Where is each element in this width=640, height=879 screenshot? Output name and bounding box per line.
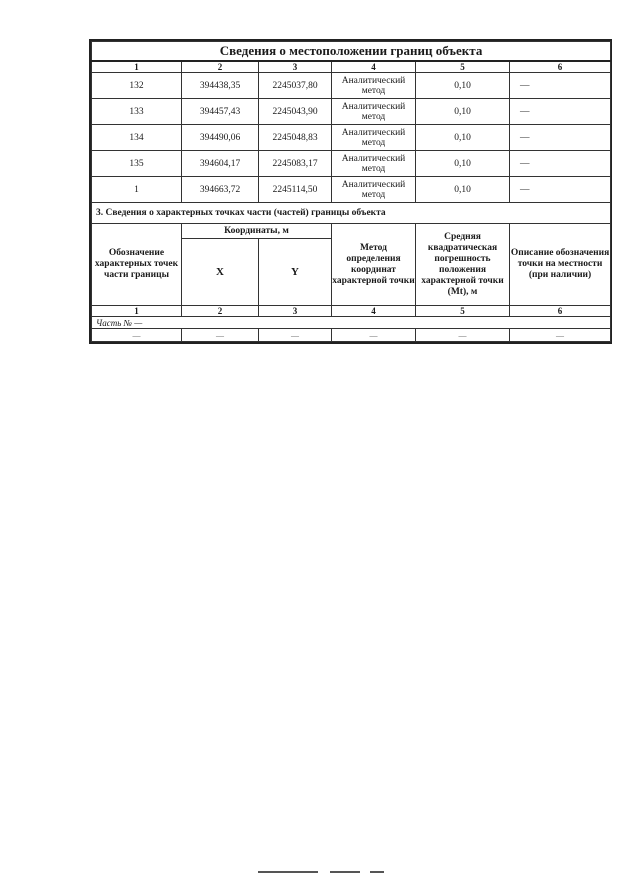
column-number: 4: [332, 61, 416, 73]
column-number: 1: [92, 61, 182, 73]
error: 0,10: [416, 177, 510, 203]
description: —: [510, 151, 611, 177]
column-number: 4: [332, 306, 416, 317]
section-heading: 3. Сведения о характерных точках части (частей) границы объекта: [92, 203, 611, 224]
empty-cell: —: [416, 329, 510, 342]
coord-y: 2245114,50: [259, 177, 332, 203]
boundary-table: [91, 41, 611, 342]
page-title: Сведения о местоположении границ объекта: [92, 42, 611, 62]
point-number: 1: [92, 177, 182, 203]
coord-x: 394490,06: [182, 125, 259, 151]
coord-x: 394438,35: [182, 73, 259, 99]
method: Аналитический метод: [332, 151, 416, 177]
header-coordinates: Координаты, м: [182, 224, 332, 239]
scan-noise: [0, 868, 640, 879]
description: —: [510, 99, 611, 125]
coord-y: 2245043,90: [259, 99, 332, 125]
error: 0,10: [416, 151, 510, 177]
description: —: [510, 125, 611, 151]
table-row: [92, 177, 611, 203]
header-method: Метод определения координат характерной точки: [332, 224, 416, 306]
empty-cell: —: [259, 329, 332, 342]
column-number: 6: [510, 61, 611, 73]
empty-cell: —: [332, 329, 416, 342]
table-row: [92, 99, 611, 125]
header-error: Средняя квадратическая погрешность положения характерной точки (Mt), м: [416, 224, 510, 306]
method: Аналитический метод: [332, 177, 416, 203]
empty-cell: —: [92, 329, 182, 342]
coord-y: 2245048,83: [259, 125, 332, 151]
coord-x: 394457,43: [182, 99, 259, 125]
column-number-row: [92, 306, 611, 317]
header-x: X: [182, 239, 259, 306]
description: —: [510, 73, 611, 99]
column-number: 3: [259, 306, 332, 317]
empty-cell: —: [510, 329, 611, 342]
coord-y: 2245083,17: [259, 151, 332, 177]
point-number: 135: [92, 151, 182, 177]
table-row: [92, 151, 611, 177]
coord-x: 394663,72: [182, 177, 259, 203]
header-y: Y: [259, 239, 332, 306]
method: Аналитический метод: [332, 99, 416, 125]
header-description: Описание обозначения точки на местности (при наличии): [510, 224, 611, 306]
part-label: Часть № —: [92, 317, 611, 329]
error: 0,10: [416, 73, 510, 99]
column-number: 5: [416, 61, 510, 73]
column-number: 1: [92, 306, 182, 317]
column-number: 2: [182, 306, 259, 317]
error: 0,10: [416, 125, 510, 151]
method: Аналитический метод: [332, 125, 416, 151]
column-number: 3: [259, 61, 332, 73]
point-number: 133: [92, 99, 182, 125]
column-number: 6: [510, 306, 611, 317]
empty-row: [92, 329, 611, 342]
table-row: [92, 125, 611, 151]
coord-x: 394604,17: [182, 151, 259, 177]
error: 0,10: [416, 99, 510, 125]
header-designation: Обозначение характерных точек части границы: [92, 224, 182, 306]
coord-y: 2245037,80: [259, 73, 332, 99]
point-number: 132: [92, 73, 182, 99]
column-number-row: [92, 61, 611, 73]
point-number: 134: [92, 125, 182, 151]
table-row: [92, 73, 611, 99]
empty-cell: —: [182, 329, 259, 342]
column-number: 2: [182, 61, 259, 73]
method: Аналитический метод: [332, 73, 416, 99]
boundary-document: [89, 39, 612, 344]
description: —: [510, 177, 611, 203]
column-number: 5: [416, 306, 510, 317]
